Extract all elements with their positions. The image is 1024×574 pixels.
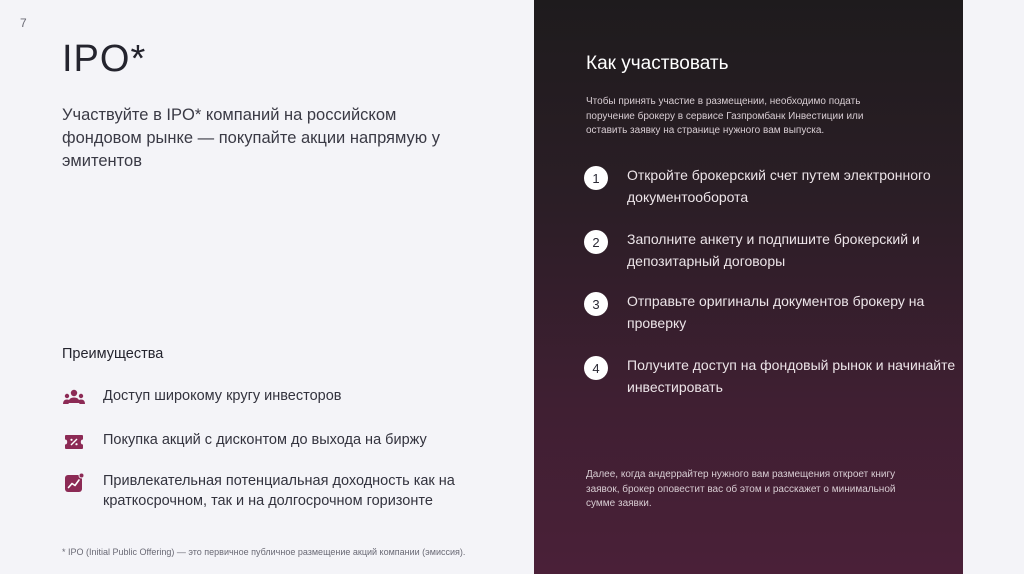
benefit-item-yield [62, 471, 483, 511]
footnote: * IPO (Initial Public Offering) — это первичное публичное размещение акций компании (эмиссия). [62, 547, 466, 557]
step-2 [584, 228, 957, 272]
how-to-participate-panel [534, 0, 963, 574]
step-text: Заполните анкету и подпишите брокерский и депозитарный договоры [627, 231, 920, 269]
step-1 [584, 164, 957, 208]
step-number-badge: 4 [584, 356, 608, 380]
step-text: Получите доступ на фондовый рынок и начинайте инвестировать [627, 357, 956, 395]
people-group-icon [62, 386, 86, 410]
step-number-badge: 2 [584, 230, 608, 254]
benefit-item-discount [62, 430, 483, 454]
how-to-title: Как участвовать [586, 53, 729, 74]
step-text: Отправьте оригиналы документов брокеру на проверку [627, 293, 925, 331]
step-4 [584, 354, 957, 398]
slide-title: IPO* [62, 38, 147, 80]
benefit-label: Привлекательная потенциальная доходность как на краткосрочном, так и на долгосрочном горизонте [103, 473, 455, 509]
step-3 [584, 290, 957, 334]
benefit-item-wide-access [62, 386, 483, 410]
discount-ticket-icon [62, 430, 86, 454]
how-to-intro: Чтобы принять участие в размещении, необходимо подать поручение брокеру в сервисе Газпромбанк Инвестиции или оставить заявку на странице нужного вам выпуска. [586, 96, 864, 136]
step-number-badge: 1 [584, 166, 608, 190]
how-to-outro: Далее, когда андеррайтер нужного вам размещения откроет книгу заявок, брокер оповестит вас об этом и расскажет о минимальной сумме заявки. [586, 469, 896, 509]
benefit-label: Доступ широкому кругу инвесторов [103, 388, 342, 404]
step-number-badge: 3 [584, 292, 608, 316]
growth-chart-icon [62, 471, 86, 495]
right-margin-strip [963, 0, 1024, 574]
benefit-label: Покупка акций с дисконтом до выхода на биржу [103, 432, 427, 448]
benefits-heading: Преимущества [62, 346, 164, 362]
step-text: Откройте брокерский счет путем электронного документооборота [627, 167, 931, 205]
page-number: 7 [20, 16, 27, 30]
slide-subtitle: Участвуйте в IPO* компаний на российском фондовом рынке — покупайте акции напрямую у эмитентов [62, 106, 440, 170]
